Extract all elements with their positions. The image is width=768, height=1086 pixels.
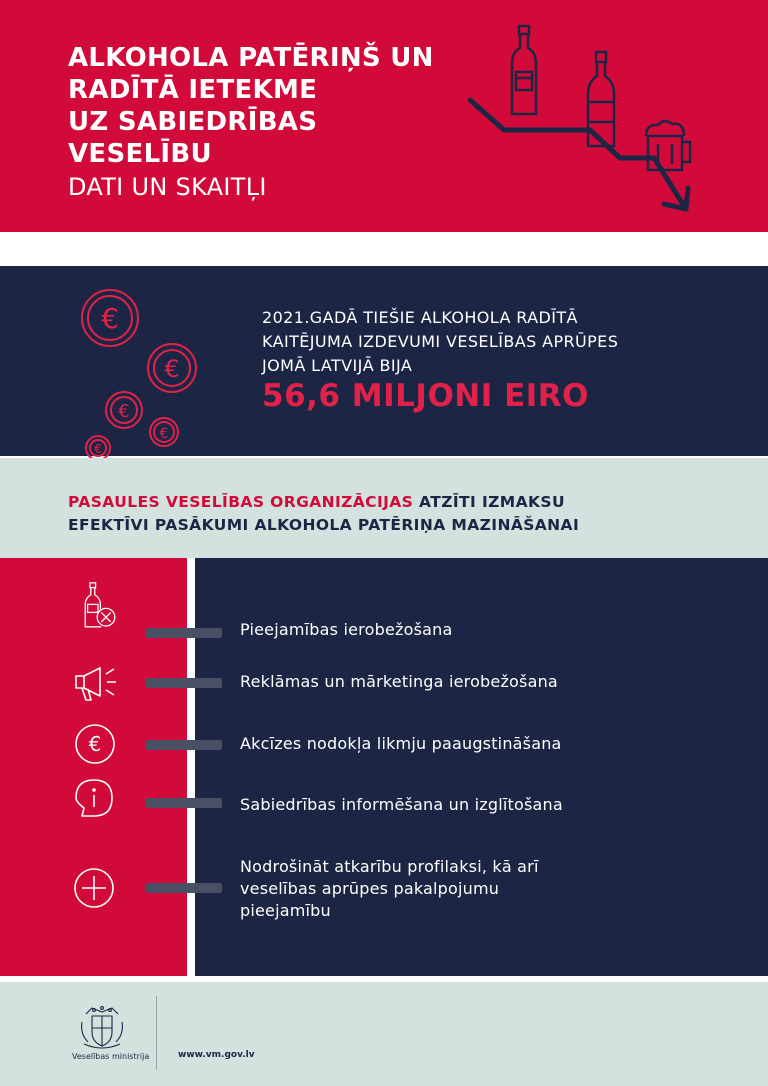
page-title: [68, 42, 434, 170]
cost-value: 56,6 MILJONI EIRO: [262, 378, 590, 414]
measure-connector: [146, 678, 222, 688]
measure-label-1: [240, 619, 452, 641]
ministry-name: Veselības ministrija: [72, 1052, 150, 1061]
footer-divider: [156, 996, 157, 1070]
cost-line-2: KAITĒJUMA IZDEVUMI VESELĪBAS APRŪPES: [262, 332, 619, 351]
cost-line-1: 2021.GADĀ TIEŠIE ALKOHOLA RADĪTĀ: [262, 308, 578, 327]
cost-section: [0, 266, 768, 456]
title-line-1: ALKOHOLA PATĒRIŅŠ UN: [68, 43, 434, 73]
measure-connector: [146, 628, 222, 638]
measure-label-5: [240, 856, 539, 922]
cost-line-3: JOMĀ LATVIJĀ BIJA: [262, 356, 413, 375]
footer: [0, 982, 768, 1086]
coat-of-arms-logo: [78, 1004, 126, 1050]
bottle-icon: [512, 26, 536, 114]
euro-sign-large: €: [101, 302, 119, 335]
plus-icon: [72, 864, 120, 912]
measure-5-text-line-1: Nodrošināt atkarību profilaksi, kā arī: [240, 857, 539, 876]
euro-sign-small: €: [118, 401, 130, 422]
header-banner: [0, 0, 768, 232]
euro-sign-medium: €: [164, 355, 180, 383]
who-heading-line-1-rest: ATZĪTI IZMAKSU: [413, 493, 565, 511]
cost-description: [262, 306, 618, 378]
megaphone-icon: [72, 660, 120, 708]
measure-2-text: Reklāmas un mārketinga ierobežošana: [240, 672, 558, 691]
measure-4-text: Sabiedrības informēšana un izglītošana: [240, 795, 563, 814]
euro-icon: [73, 720, 121, 768]
bottle-ban-icon: [74, 582, 122, 630]
website-link[interactable]: www.vm.gov.lv: [178, 1050, 255, 1060]
info-icon: [72, 776, 120, 824]
measure-label-3: [240, 733, 562, 755]
euro-coins-illustration: [72, 286, 212, 456]
measure-connector: [146, 740, 222, 750]
measure-connector: [146, 798, 222, 808]
measure-connector: [146, 883, 222, 893]
declining-bottles-illustration: [462, 18, 712, 218]
measure-label-2: [240, 671, 558, 693]
measure-label-4: [240, 794, 563, 816]
who-heading-line-2: EFEKTĪVI PASĀKUMI ALKOHOLA PATĒRIŅA MAZINĀŠANAI: [68, 516, 580, 534]
euro-sign-smallest: €: [94, 442, 102, 456]
downtrend-arrow-icon: [470, 100, 688, 209]
euro-sign-smaller: €: [159, 426, 169, 442]
beer-mug-icon: [646, 121, 690, 170]
measure-1-text: Pieejamības ierobežošana: [240, 620, 453, 639]
title-line-4: VESELĪBU: [68, 139, 212, 169]
euro-symbol: €: [88, 732, 102, 756]
measure-5-text-line-3: pieejamību: [240, 901, 331, 920]
page-subtitle: DATI UN SKAITĻI: [68, 173, 267, 201]
measure-3-text: Akcīzes nodokļa likmju paaugstināšana: [240, 734, 562, 753]
who-heading-line-1: [68, 491, 565, 513]
who-organization: PASAULES VESELĪBAS ORGANIZĀCIJAS: [68, 493, 414, 511]
measure-5-text-line-2: veselības aprūpes pakalpojumu: [240, 879, 500, 898]
who-heading: [0, 458, 768, 558]
title-line-2: RADĪTĀ IETEKME: [68, 75, 318, 105]
title-line-3: UZ SABIEDRĪBAS: [68, 107, 318, 137]
